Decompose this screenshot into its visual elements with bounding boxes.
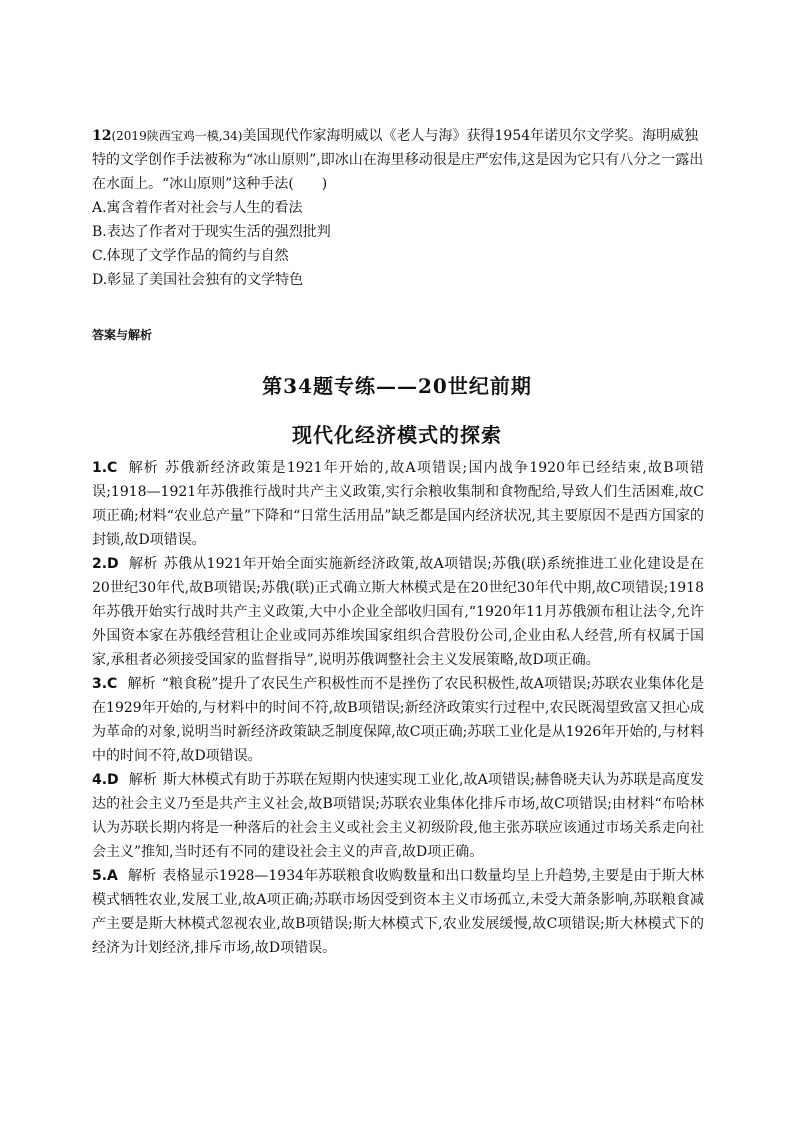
- answer-section-label: 答案与解析: [92, 328, 153, 342]
- option-c: C.体现了文学作品的简约与自然: [92, 248, 289, 264]
- section-title-line2: 现代化经济模式的探索: [292, 423, 502, 447]
- question-stem: [92, 124, 704, 196]
- answer-text: 斯大林模式有助于苏联在短期内快速实现工业化,故A项错误;赫鲁晓夫认为苏联是高度发达的社会主义乃至是共产主义社会,故B项错误;苏联农业集体化排斥市场,故C项错误;由材料“布哈林认为苏联长期内将是一种落后的社会主义或社会主义初级阶段,他主张苏联应该通过市场关系走向社会主义”推知,当时还有不同的建设社会主义的声音,故D项正确。: [92, 772, 705, 860]
- answer-list: [92, 456, 704, 960]
- option-b: B.表达了作者对于现实生活的强烈批判: [92, 224, 331, 240]
- section-title-line1: 第34题专练——20世纪前期: [262, 374, 532, 398]
- answer-tag: 解析: [128, 556, 158, 572]
- answer-tag: 解析: [128, 772, 157, 788]
- answer-item: [92, 552, 704, 672]
- answer-tag: 解析: [127, 460, 160, 476]
- answer-text: 苏俄从1921年开始全面实施新经济政策,故A项错误;苏俄(联)系统推进工业化建设是在20世纪30年代,故B项错误;苏俄(联)正式确立斯大林模式是在20世纪30年代中期,故C项错误;1918年苏俄开始实行战时共产主义政策,大中小企业全部收归国有,“1920年11月苏俄颁布租让法令,允许外国资本家在苏俄经营租让企业或同苏维埃国家组织合营股份公司,企业由私人经营,所有权属于国家,承租者必须接受国家的监督指导”,说明苏俄调整社会主义发展策略,故D项正确。: [92, 556, 705, 668]
- answer-text: 表格显示1928—1934年苏联粮食收购数量和出口数量均呈上升趋势,主要是由于斯大林模式牺牲农业,发展工业,故A项正确;苏联市场因受到资本主义市场孤立,未受大萧条影响,苏联粮食减产主要是斯大林模式忽视农业,故B项错误;斯大林模式下,农业发展缓慢,故C项错误;斯大林模式下的经济为计划经济,排斥市场,故D项错误。: [92, 868, 704, 956]
- answer-item: [92, 768, 704, 864]
- answer-id: 4.D: [92, 772, 119, 788]
- answer-item: [92, 864, 704, 960]
- answer-tag: 解析: [127, 868, 157, 884]
- option-d: D.彰显了美国社会独有的文学特色: [92, 272, 304, 288]
- answer-id: 1.C: [92, 460, 118, 476]
- answer-tag: 解析: [127, 676, 156, 692]
- answer-id: 3.C: [92, 676, 118, 692]
- answer-text: “粮食税”提升了农民生产积极性而不是挫伤了农民积极性,故A项错误;苏联农业集体化是在1929年开始的,与材料中的时间不符,故B项错误;新经济政策实行过程中,农民既渴望致富又担心成为革命的对象,说明当时新经济政策缺乏制度保障,故C项正确;苏联工业化是从1926年开始的,与材料中的时间不符,故D项错误。: [92, 676, 705, 764]
- answer-id: 5.A: [92, 868, 118, 884]
- question-source: (2019陕西宝鸡一模,34): [111, 129, 243, 143]
- question-block: [92, 124, 704, 292]
- answer-item: [92, 672, 704, 768]
- answer-id: 2.D: [92, 556, 119, 572]
- question-number: 12: [92, 128, 112, 144]
- option-a: A.寓含着作者对社会与人生的看法: [92, 200, 303, 216]
- question-text: 美国现代作家海明威以《老人与海》获得1954年诺贝尔文学奖。海明威独特的文学创作手法被称为“冰山原则”,即冰山在海里移动很是庄严宏伟,这是因为它只有八分之一露出在水面上。“冰山原则”这种手法( ): [92, 128, 704, 192]
- answer-text: 苏俄新经济政策是1921年开始的,故A项错误;国内战争1920年已经结束,故B项错误;1918—1921年苏俄推行战时共产主义政策,实行余粮收集制和食物配给,导致人们生活困难,故C项正确;材料“农业总产量”下降和“日常生活用品”缺乏都是国内经济状况,其主要原因不是西方国家的封锁,故D项错误。: [92, 460, 704, 548]
- answer-item: [92, 456, 704, 552]
